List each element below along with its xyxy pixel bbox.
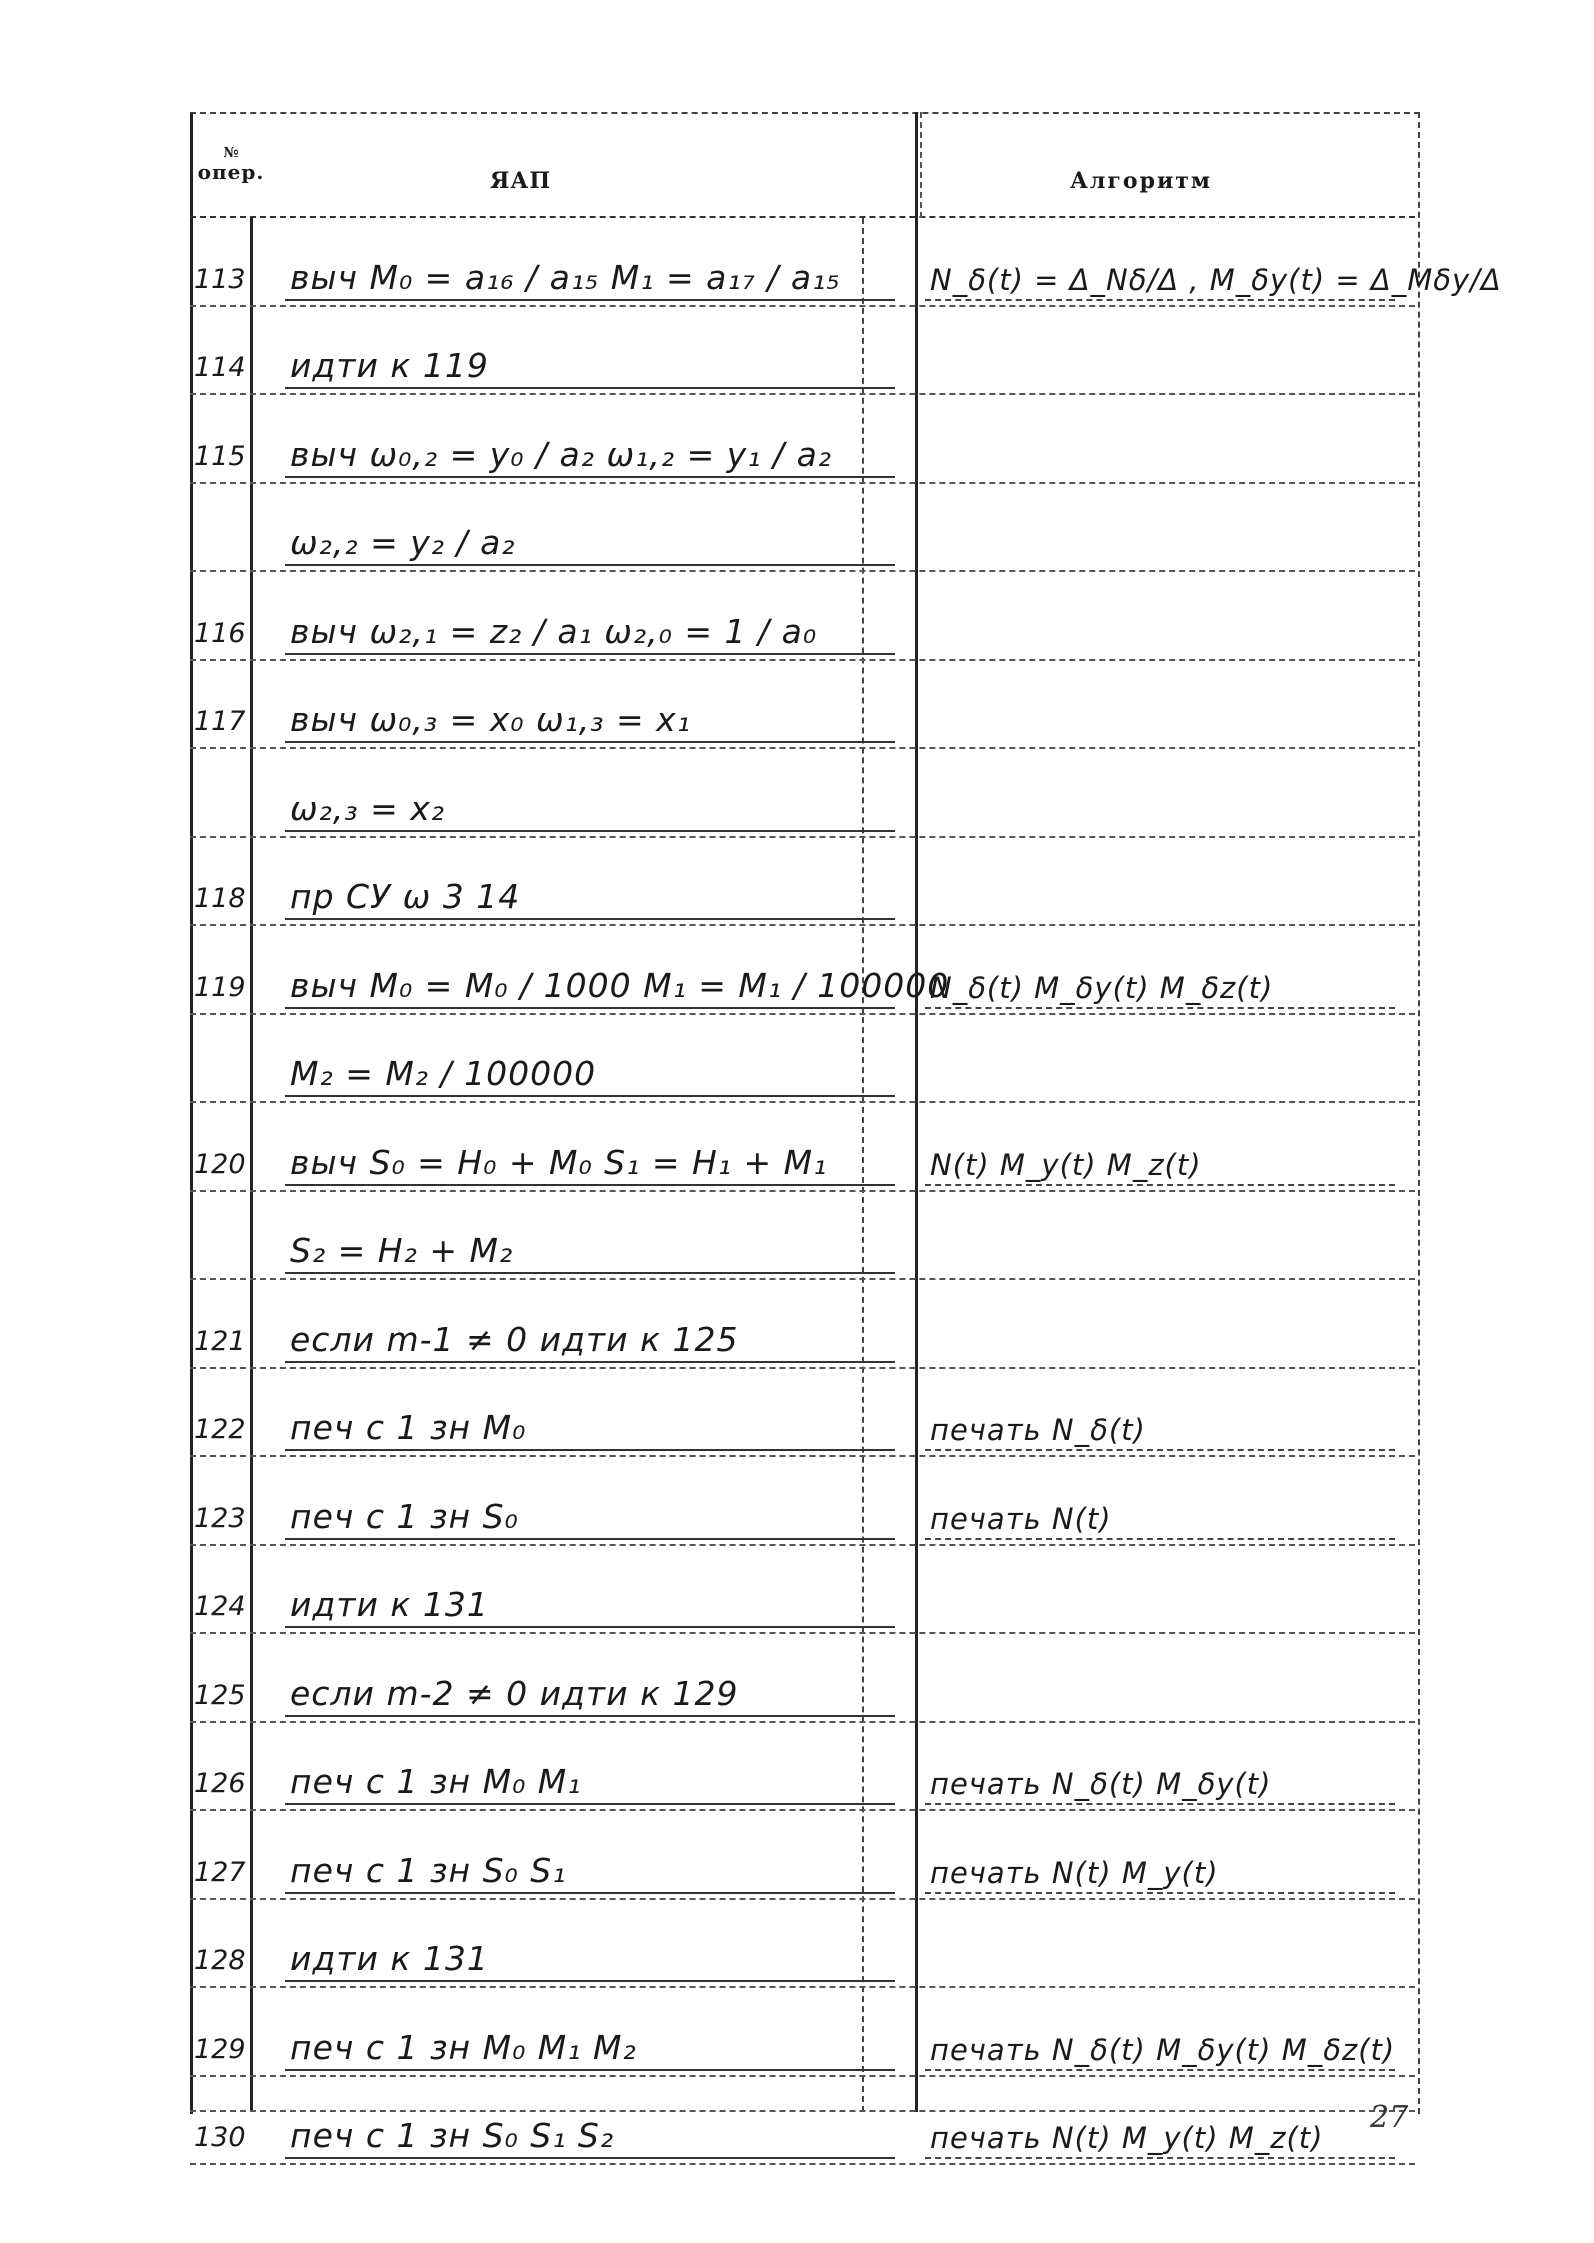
algorithm-text: печать N_δ(t) [930, 1413, 1146, 1447]
code-underline [285, 830, 895, 832]
operator-number: 118 [194, 883, 246, 914]
algorithm-text: печать N(t) M_y(t) [930, 1855, 1219, 1890]
table-header [190, 112, 1415, 218]
operator-number: 123 [194, 1502, 246, 1534]
code-underline [285, 2069, 895, 2071]
algorithm-underline [925, 1184, 1395, 1186]
table-row [190, 572, 1415, 661]
code-underline [285, 476, 895, 478]
table-row [190, 1723, 1415, 1812]
table-row [190, 1192, 1415, 1281]
yap-code: печ с 1 зн M₀ M₁ [290, 1762, 582, 1801]
table-row [190, 395, 1415, 484]
operator-number: 120 [194, 1148, 246, 1180]
yap-code: печ с 1 зн S₀ S₁ S₂ [290, 2116, 615, 2155]
code-underline [285, 299, 895, 301]
operator-number: 127 [194, 1856, 246, 1888]
algorithm-underline [925, 1007, 1395, 1009]
operator-number: 124 [194, 1591, 246, 1622]
table-row [190, 1811, 1415, 1900]
code-underline [285, 387, 895, 389]
algorithm-underline [925, 299, 1395, 301]
yap-code: идти к 131 [290, 1585, 489, 1624]
yap-code: выч ω₀,₃ = x₀ ω₁,₃ = x₁ [290, 700, 691, 739]
algorithm-text: N(t) M_y(t) M_z(t) [930, 1147, 1202, 1182]
operator-number: 121 [194, 1325, 246, 1357]
table-row [190, 2077, 1415, 2166]
table-row [190, 838, 1415, 927]
yap-code: печ с 1 зн M₀ [290, 1408, 527, 1447]
algorithm-underline [925, 2069, 1395, 2071]
table-row [190, 749, 1415, 838]
algorithm-underline [925, 1449, 1395, 1451]
table-row [190, 661, 1415, 750]
yap-code: выч M₀ = a₁₆ / a₁₅ M₁ = a₁₇ / a₁₅ [290, 257, 841, 297]
operator-number: 119 [194, 971, 246, 1003]
operator-number: 122 [194, 1414, 246, 1445]
operator-number: 125 [194, 1679, 246, 1711]
algorithm-text: печать N_δ(t) M_δy(t) M_δz(t) [930, 2032, 1396, 2067]
algorithm-underline [925, 2157, 1395, 2159]
table-row [190, 484, 1415, 573]
algorithm-text: печать N(t) M_y(t) M_z(t) [930, 2121, 1324, 2155]
code-underline [285, 653, 895, 655]
operator-number: 115 [194, 440, 246, 472]
header-algorithm: Алгоритм [1070, 168, 1213, 194]
code-underline [285, 1715, 895, 1717]
table-row [190, 1015, 1415, 1104]
code-underline [285, 1449, 895, 1451]
table-row [190, 1103, 1415, 1192]
code-underline [285, 918, 895, 920]
yap-code: если m-2 ≠ 0 идти к 129 [290, 1673, 739, 1713]
operator-number: 129 [194, 2033, 246, 2065]
yap-code: выч M₀ = M₀ / 1000 M₁ = M₁ / 100000 [290, 965, 950, 1005]
code-underline [285, 2157, 895, 2159]
operator-number: 116 [194, 617, 246, 649]
table-row [190, 1900, 1415, 1989]
table-row [190, 1457, 1415, 1546]
yap-code: выч ω₀,₂ = y₀ / a₂ ω₁,₂ = y₁ / a₂ [290, 434, 833, 474]
yap-code: выч S₀ = H₀ + M₀ S₁ = H₁ + M₁ [290, 1142, 828, 1182]
table-row [190, 926, 1415, 1015]
code-underline [285, 1007, 895, 1009]
operator-number: 113 [194, 263, 246, 295]
operator-number: 114 [194, 352, 246, 383]
operator-number: 130 [194, 2122, 246, 2153]
table-body [190, 218, 1502, 2165]
code-underline [285, 741, 895, 743]
table-row [190, 1988, 1415, 2077]
algorithm-text: печать N_δ(t) M_δy(t) [930, 1767, 1272, 1801]
algorithm-text: N_δ(t) M_δy(t) M_δz(t) [930, 970, 1274, 1005]
operator-number: 126 [194, 1768, 246, 1799]
yap-code: идти к 131 [290, 1939, 489, 1978]
yap-code: S₂ = H₂ + M₂ [290, 1231, 514, 1270]
algorithm-text: N_δ(t) = Δ_Nδ/Δ , M_δy(t) = Δ_Mδy/Δ [930, 262, 1502, 297]
code-underline [285, 1803, 895, 1805]
table-row [190, 218, 1502, 307]
algorithm-text: печать N(t) [930, 1501, 1112, 1536]
code-underline [285, 1272, 895, 1274]
yap-code: если m-1 ≠ 0 идти к 125 [290, 1319, 739, 1359]
code-underline [285, 1184, 895, 1186]
operator-number: 128 [194, 1945, 246, 1976]
yap-code: печ с 1 зн S₀ [290, 1496, 519, 1536]
column-divider-header [920, 112, 922, 218]
code-underline [285, 564, 895, 566]
code-underline [285, 1892, 895, 1894]
yap-code: ω₂,₂ = y₂ / a₂ [290, 523, 516, 562]
yap-code: пр СУ ω 3 14 [290, 877, 521, 916]
table-row [190, 1634, 1415, 1723]
bottom-border [190, 2110, 1415, 2112]
yap-code: печ с 1 зн S₀ S₁ [290, 1850, 567, 1890]
code-underline [285, 1626, 895, 1628]
number-symbol: № [223, 145, 239, 161]
table-row [190, 1280, 1415, 1369]
page-number: 27 [1370, 2100, 1409, 2135]
algorithm-underline [925, 1538, 1395, 1540]
header-operator-number [196, 146, 266, 183]
number-label: опер. [197, 160, 265, 185]
header-yap: ЯАП [490, 168, 552, 194]
operator-number: 117 [194, 706, 246, 737]
algorithm-underline [925, 1892, 1395, 1894]
code-underline [285, 1361, 895, 1363]
code-underline [285, 1095, 895, 1097]
table-row [190, 1369, 1415, 1458]
code-underline [285, 1980, 895, 1982]
table-row [190, 307, 1415, 396]
yap-code: ω₂,₃ = x₂ [290, 788, 445, 828]
yap-code: идти к 119 [290, 346, 489, 385]
code-underline [285, 1538, 895, 1540]
yap-code: печ с 1 зн M₀ M₁ M₂ [290, 2027, 637, 2067]
yap-code: M₂ = M₂ / 100000 [290, 1054, 597, 1093]
yap-code: выч ω₂,₁ = z₂ / a₁ ω₂,₀ = 1 / a₀ [290, 611, 818, 651]
algorithm-underline [925, 1803, 1395, 1805]
table-row [190, 1546, 1415, 1635]
